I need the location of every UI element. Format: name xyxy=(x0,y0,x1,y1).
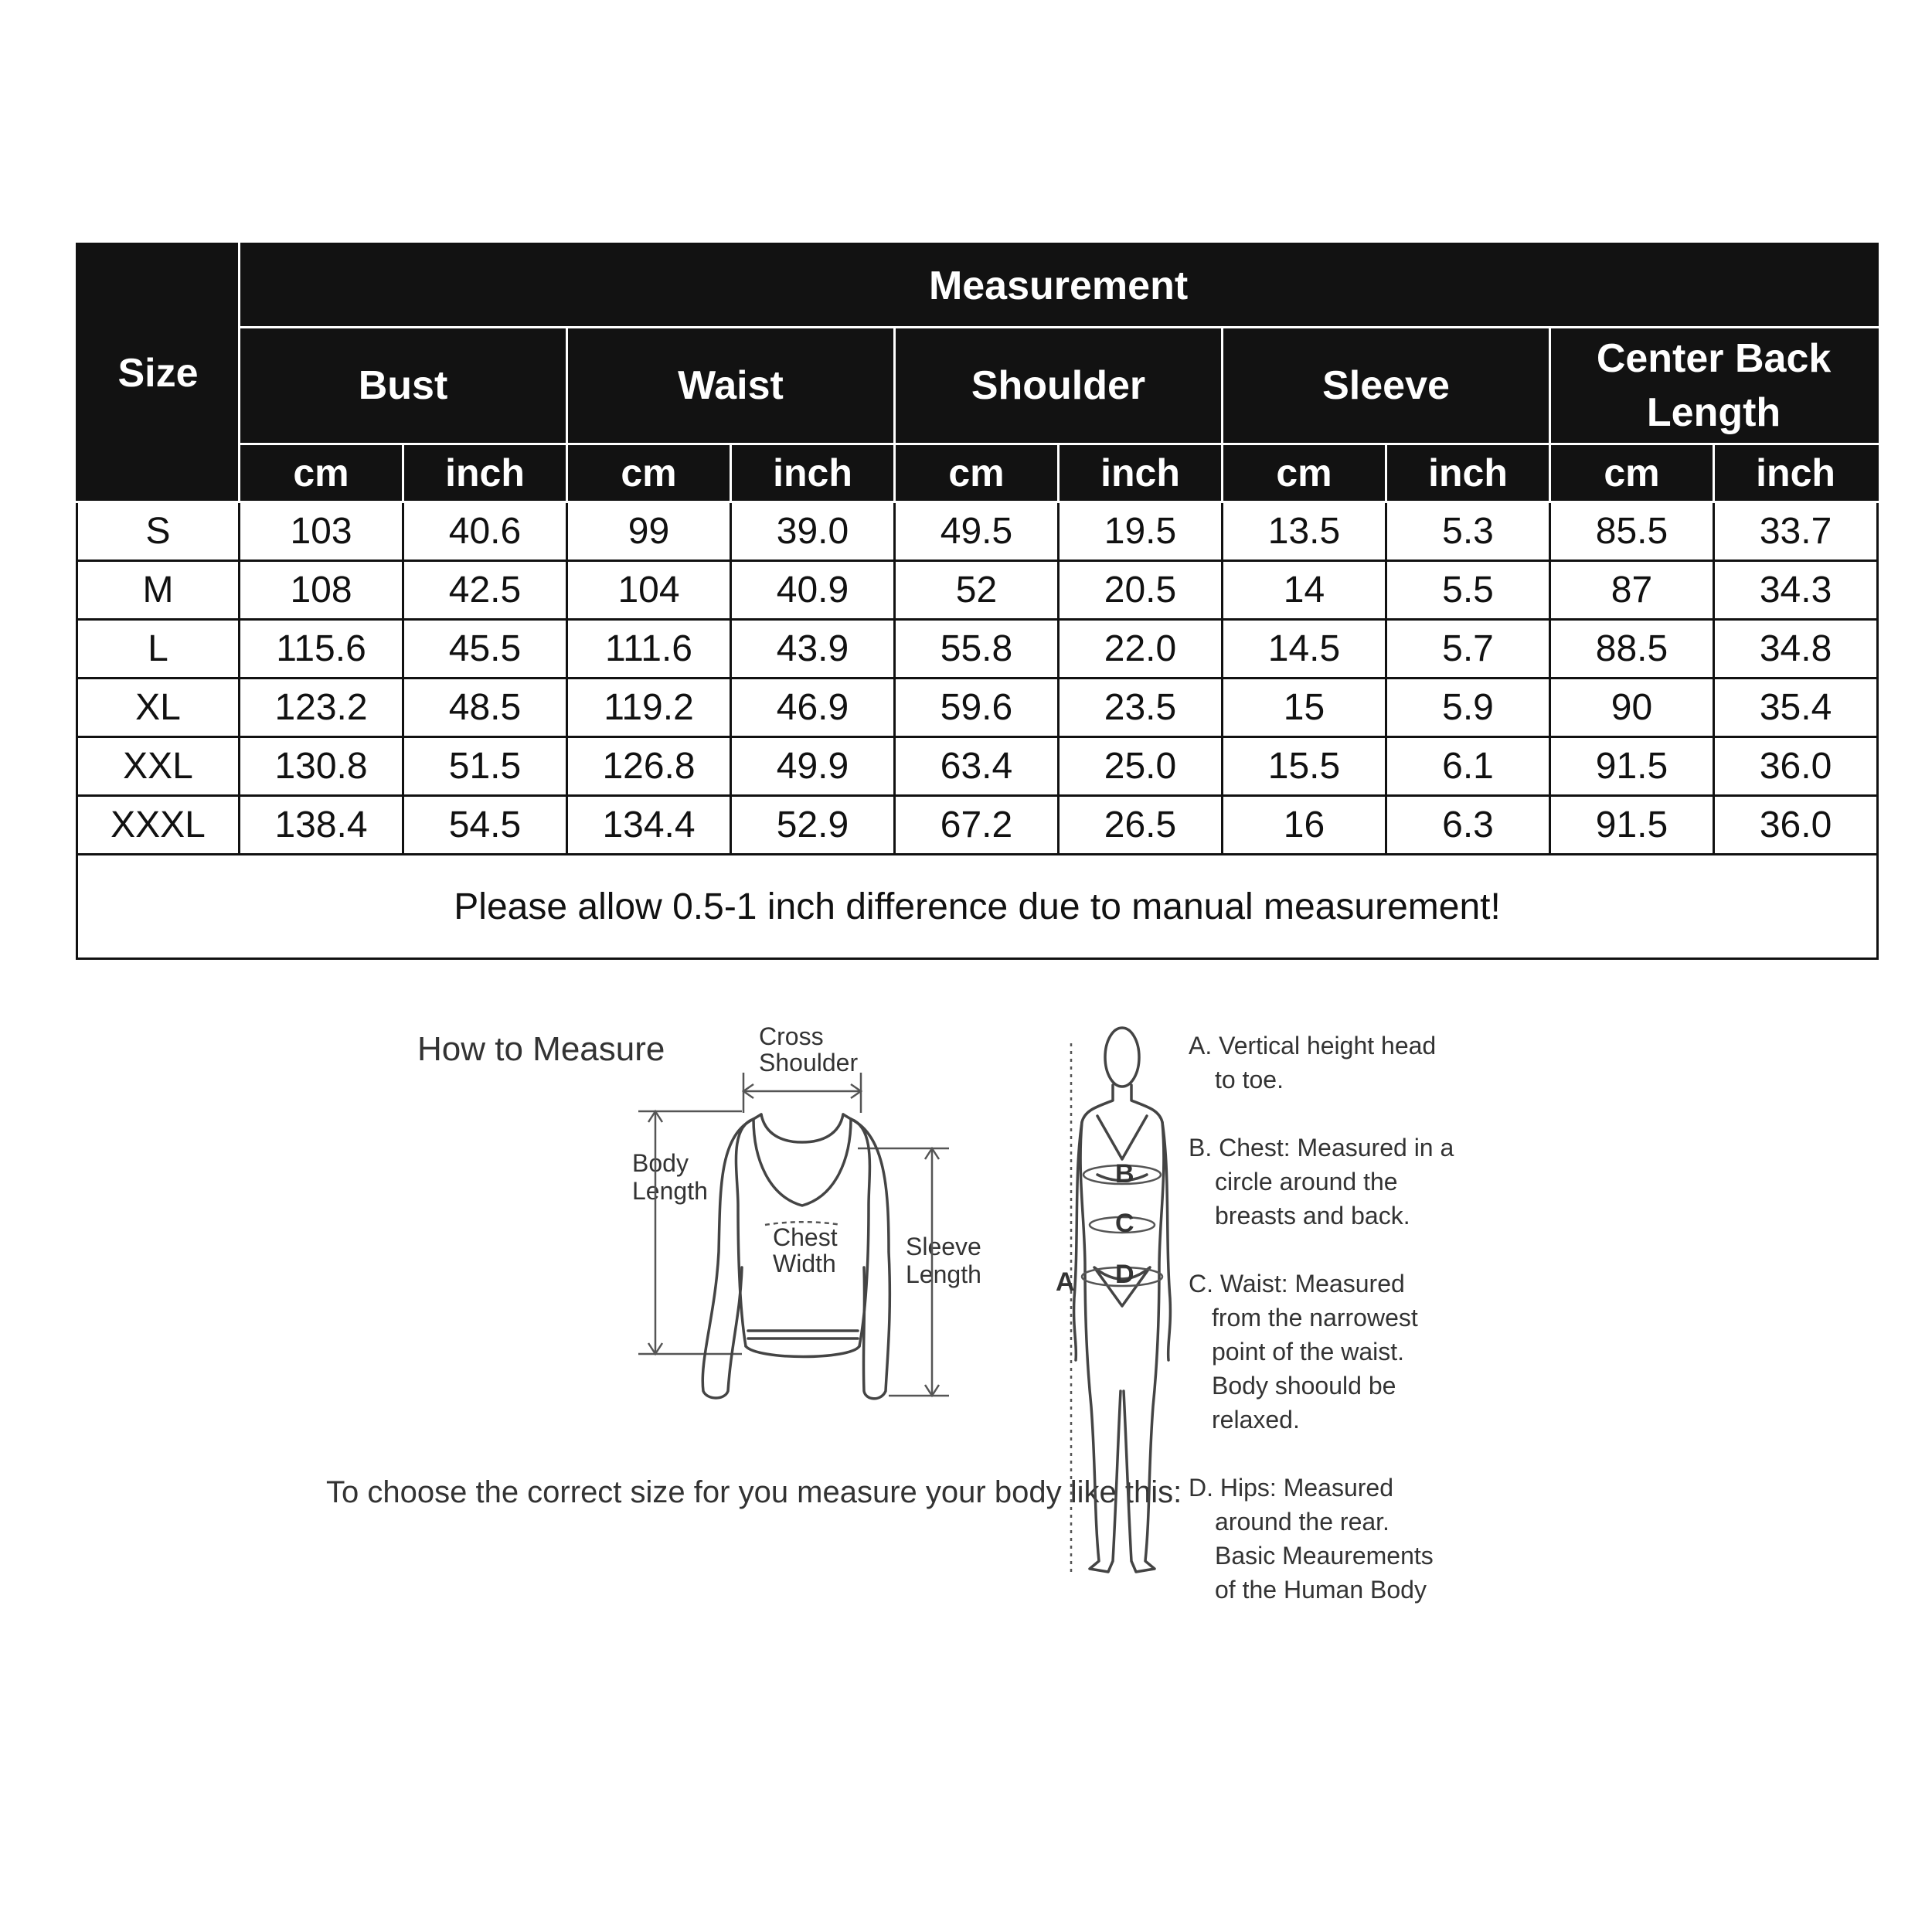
note-c-line-3: point of the waist. xyxy=(1212,1338,1405,1366)
body-length-label-1: Body xyxy=(632,1149,689,1177)
value-cell: 35.4 xyxy=(1714,679,1878,737)
note-b-line-2: circle around the xyxy=(1215,1168,1398,1196)
note-d-line-1: D. Hips: Measured xyxy=(1189,1474,1393,1502)
value-cell: 6.1 xyxy=(1386,737,1550,796)
value-cell: 14 xyxy=(1223,561,1386,620)
size-cell: S xyxy=(77,502,240,561)
measurement-header: Measurement xyxy=(240,244,1878,328)
note-c-line-4: Body shoould be xyxy=(1212,1372,1396,1400)
unit-header-inch: inch xyxy=(403,444,567,502)
note-b-line-1: B. Chest: Measured in a xyxy=(1189,1134,1454,1162)
body-figure-illustration xyxy=(1071,1028,1170,1577)
marker-c: C xyxy=(1115,1209,1134,1238)
unit-header-cm: cm xyxy=(1223,444,1386,502)
value-cell: 134.4 xyxy=(567,796,731,855)
note-c-line-2: from the narrowest xyxy=(1212,1304,1418,1332)
value-cell: 63.4 xyxy=(895,737,1059,796)
value-cell: 130.8 xyxy=(240,737,403,796)
value-cell: 20.5 xyxy=(1059,561,1223,620)
sweater-illustration xyxy=(702,1114,889,1399)
size-cell: XXL xyxy=(77,737,240,796)
note-d-line-3: Basic Meaurements xyxy=(1215,1542,1434,1570)
value-cell: 5.7 xyxy=(1386,620,1550,679)
guide-title: How to Measure xyxy=(417,1030,665,1068)
unit-header-cm: cm xyxy=(240,444,403,502)
value-cell: 59.6 xyxy=(895,679,1059,737)
size-cell: M xyxy=(77,561,240,620)
size-chart-table xyxy=(76,243,1879,960)
value-cell: 40.9 xyxy=(731,561,895,620)
size-header: Size xyxy=(77,244,240,502)
cross-shoulder-label-2: Shoulder xyxy=(759,1049,859,1077)
group-header-center-back-length: Center Back Length xyxy=(1550,328,1878,444)
value-cell: 91.5 xyxy=(1550,737,1714,796)
value-cell: 87 xyxy=(1550,561,1714,620)
marker-d: D xyxy=(1115,1260,1134,1289)
table-row xyxy=(77,737,1878,796)
value-cell: 36.0 xyxy=(1714,737,1878,796)
body-length-arrow xyxy=(638,1111,742,1354)
unit-header-inch: inch xyxy=(731,444,895,502)
unit-header-inch: inch xyxy=(1386,444,1550,502)
value-cell: 91.5 xyxy=(1550,796,1714,855)
value-cell: 5.3 xyxy=(1386,502,1550,561)
sleeve-length-label-2: Length xyxy=(906,1260,981,1288)
value-cell: 55.8 xyxy=(895,620,1059,679)
value-cell: 126.8 xyxy=(567,737,731,796)
note-a-line-2: to toe. xyxy=(1215,1066,1284,1094)
unit-header-inch: inch xyxy=(1714,444,1878,502)
value-cell: 119.2 xyxy=(567,679,731,737)
value-cell: 22.0 xyxy=(1059,620,1223,679)
marker-a: A xyxy=(1056,1267,1075,1297)
group-header-sleeve: Sleeve xyxy=(1223,328,1550,444)
value-cell: 16 xyxy=(1223,796,1386,855)
note-d-line-2: around the rear. xyxy=(1215,1508,1389,1536)
value-cell: 14.5 xyxy=(1223,620,1386,679)
table-row xyxy=(77,502,1878,561)
value-cell: 26.5 xyxy=(1059,796,1223,855)
note-d-line-4: of the Human Body xyxy=(1215,1576,1427,1604)
value-cell: 103 xyxy=(240,502,403,561)
value-cell: 33.7 xyxy=(1714,502,1878,561)
size-cell: L xyxy=(77,620,240,679)
value-cell: 23.5 xyxy=(1059,679,1223,737)
table-row xyxy=(77,679,1878,737)
table-row xyxy=(77,796,1878,855)
note-a-line-1: A. Vertical height head xyxy=(1189,1032,1437,1060)
value-cell: 51.5 xyxy=(403,737,567,796)
group-header-waist: Waist xyxy=(567,328,895,444)
measurement-note: Please allow 0.5-1 inch difference due to manual measurement! xyxy=(77,855,1878,959)
unit-header-cm: cm xyxy=(567,444,731,502)
group-header-bust: Bust xyxy=(240,328,567,444)
sleeve-length-label-1: Sleeve xyxy=(906,1233,981,1260)
value-cell: 5.5 xyxy=(1386,561,1550,620)
unit-header-inch: inch xyxy=(1059,444,1223,502)
value-cell: 52.9 xyxy=(731,796,895,855)
value-cell: 13.5 xyxy=(1223,502,1386,561)
value-cell: 43.9 xyxy=(731,620,895,679)
value-cell: 85.5 xyxy=(1550,502,1714,561)
value-cell: 6.3 xyxy=(1386,796,1550,855)
size-cell: XXXL xyxy=(77,796,240,855)
value-cell: 49.9 xyxy=(731,737,895,796)
note-row xyxy=(77,855,1878,959)
value-cell: 52 xyxy=(895,561,1059,620)
value-cell: 25.0 xyxy=(1059,737,1223,796)
value-cell: 15.5 xyxy=(1223,737,1386,796)
table-row xyxy=(77,620,1878,679)
body-length-label-2: Length xyxy=(632,1177,708,1205)
value-cell: 19.5 xyxy=(1059,502,1223,561)
value-cell: 108 xyxy=(240,561,403,620)
chest-width-label-2: Width xyxy=(773,1250,836,1277)
value-cell: 54.5 xyxy=(403,796,567,855)
value-cell: 36.0 xyxy=(1714,796,1878,855)
value-cell: 40.6 xyxy=(403,502,567,561)
value-cell: 90 xyxy=(1550,679,1714,737)
table-row xyxy=(77,561,1878,620)
value-cell: 88.5 xyxy=(1550,620,1714,679)
instruction-text: To choose the correct size for you measure your body like this: xyxy=(326,1475,1182,1509)
note-c-line-1: C. Waist: Measured xyxy=(1189,1270,1405,1298)
value-cell: 123.2 xyxy=(240,679,403,737)
value-cell: 67.2 xyxy=(895,796,1059,855)
cross-shoulder-arrow xyxy=(743,1073,861,1113)
value-cell: 99 xyxy=(567,502,731,561)
cross-shoulder-label-1: Cross xyxy=(759,1022,824,1050)
value-cell: 111.6 xyxy=(567,620,731,679)
value-cell: 42.5 xyxy=(403,561,567,620)
sleeve-length-arrow xyxy=(858,1148,949,1396)
note-b-line-3: breasts and back. xyxy=(1215,1202,1410,1230)
value-cell: 115.6 xyxy=(240,620,403,679)
size-cell: XL xyxy=(77,679,240,737)
note-c-line-5: relaxed. xyxy=(1212,1406,1300,1434)
unit-header-cm: cm xyxy=(1550,444,1714,502)
chest-width-label-1: Chest xyxy=(773,1223,838,1251)
value-cell: 39.0 xyxy=(731,502,895,561)
value-cell: 46.9 xyxy=(731,679,895,737)
value-cell: 34.3 xyxy=(1714,561,1878,620)
marker-b: B xyxy=(1115,1159,1134,1189)
group-header-shoulder: Shoulder xyxy=(895,328,1223,444)
value-cell: 15 xyxy=(1223,679,1386,737)
value-cell: 49.5 xyxy=(895,502,1059,561)
value-cell: 34.8 xyxy=(1714,620,1878,679)
value-cell: 5.9 xyxy=(1386,679,1550,737)
value-cell: 138.4 xyxy=(240,796,403,855)
value-cell: 48.5 xyxy=(403,679,567,737)
unit-header-cm: cm xyxy=(895,444,1059,502)
value-cell: 45.5 xyxy=(403,620,567,679)
value-cell: 104 xyxy=(567,561,731,620)
